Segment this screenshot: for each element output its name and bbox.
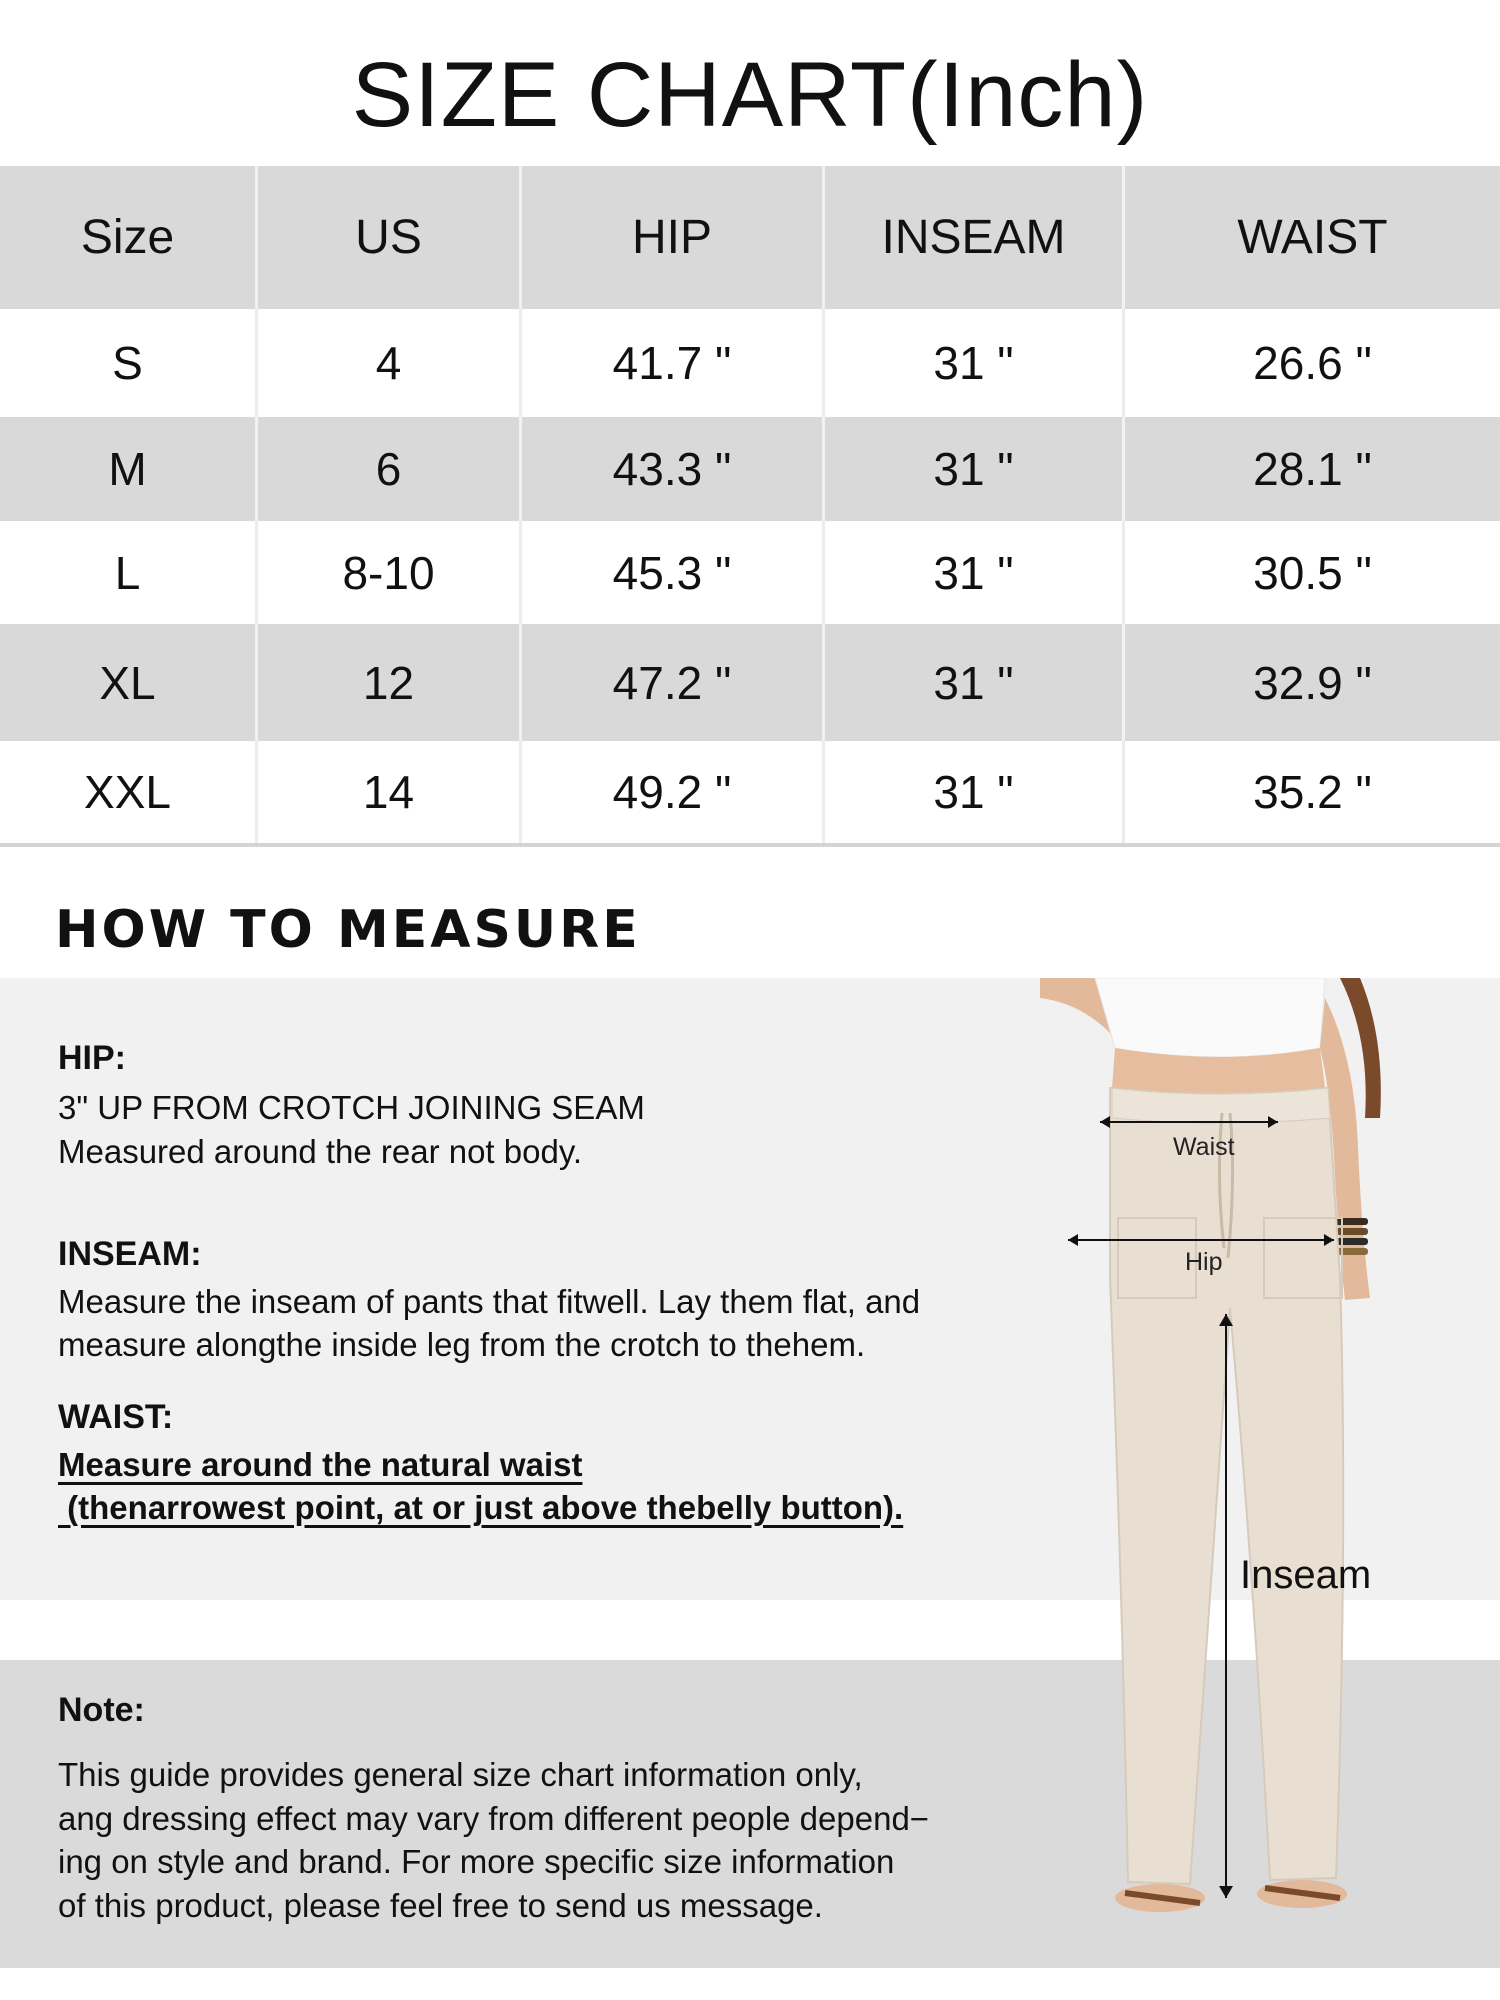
table-divider (0, 843, 1500, 847)
cell-us: 6 (258, 417, 522, 521)
hip-line-1: 3" UP FROM CROTCH JOINING SEAM (58, 1089, 645, 1126)
inseam-measure-label: Inseam (1240, 1553, 1372, 1597)
hip-label: HIP: (58, 1039, 126, 1077)
cell-inseam: 31 " (825, 417, 1125, 521)
note-label: Note: (58, 1691, 145, 1729)
cell-size: L (0, 521, 258, 624)
cell-waist: 26.6 " (1253, 337, 1372, 389)
cell-inseam: 31 " (825, 309, 1125, 417)
cell-waist: 32.9 " (1253, 656, 1372, 709)
cell-us: 4 (258, 309, 522, 417)
hip-measure-label: Hip (1185, 1248, 1223, 1276)
note-line-4: of this product, please feel free to send us message. (58, 1887, 823, 1924)
page-title: SIZE CHART(Inch) (351, 44, 1149, 146)
cell-hip: 47.2 " (522, 624, 825, 741)
note-line-1: This guide provides general size chart information only, (58, 1756, 863, 1793)
size-chart-table (0, 166, 1500, 843)
waist-line-1: Measure around the natural waist (58, 1446, 583, 1483)
hip-line-2: Measured around the rear not body. (58, 1133, 583, 1170)
header-us: US (258, 166, 522, 309)
note-line-2: ang dressing effect may vary from different people depend− (58, 1800, 930, 1837)
how-to-measure-heading: HOW TO MEASURE (55, 900, 641, 960)
header-inseam: INSEAM (825, 166, 1125, 309)
header-hip: HIP (522, 166, 825, 309)
cell-hip: 45.3 " (522, 521, 825, 624)
cell-size: S (0, 309, 258, 417)
waist-measure-label: Waist (1173, 1133, 1235, 1161)
waist-label: WAIST: (58, 1398, 174, 1436)
table-row (0, 417, 1500, 521)
table-row (0, 741, 1500, 843)
table-header-row (0, 166, 1500, 309)
inseam-line-1: Measure the inseam of pants that fitwell. Lay them flat, and (58, 1283, 921, 1320)
cell-waist: 35.2 " (1253, 766, 1372, 818)
cell-size: XL (0, 624, 258, 741)
table-row (0, 521, 1500, 624)
header-waist: WAIST (1237, 211, 1388, 264)
cell-us: 14 (258, 741, 522, 843)
note-line-3: ing on style and brand. For more specific size information (58, 1843, 895, 1880)
inseam-label: INSEAM: (58, 1235, 202, 1273)
cell-hip: 43.3 " (522, 417, 825, 521)
cell-hip: 41.7 " (522, 309, 825, 417)
table-row (0, 309, 1500, 417)
header-size: Size (0, 166, 258, 309)
table-row (0, 624, 1500, 741)
cell-size: XXL (0, 741, 258, 843)
model-illustration (1040, 978, 1500, 2000)
cell-size: M (0, 417, 258, 521)
waist-line-2: (thenarrowest point, at or just above thebelly button). (58, 1489, 904, 1526)
cell-waist: 30.5 " (1253, 546, 1372, 599)
inseam-line-2: measure alongthe inside leg from the crotch to thehem. (58, 1326, 866, 1363)
cell-inseam: 31 " (825, 624, 1125, 741)
cell-inseam: 31 " (825, 521, 1125, 624)
model-photo (1040, 978, 1500, 2000)
cell-hip: 49.2 " (522, 741, 825, 843)
cell-us: 12 (258, 624, 522, 741)
cell-inseam: 31 " (825, 741, 1125, 843)
cell-us: 8-10 (258, 521, 522, 624)
cell-waist: 28.1 " (1253, 443, 1372, 495)
